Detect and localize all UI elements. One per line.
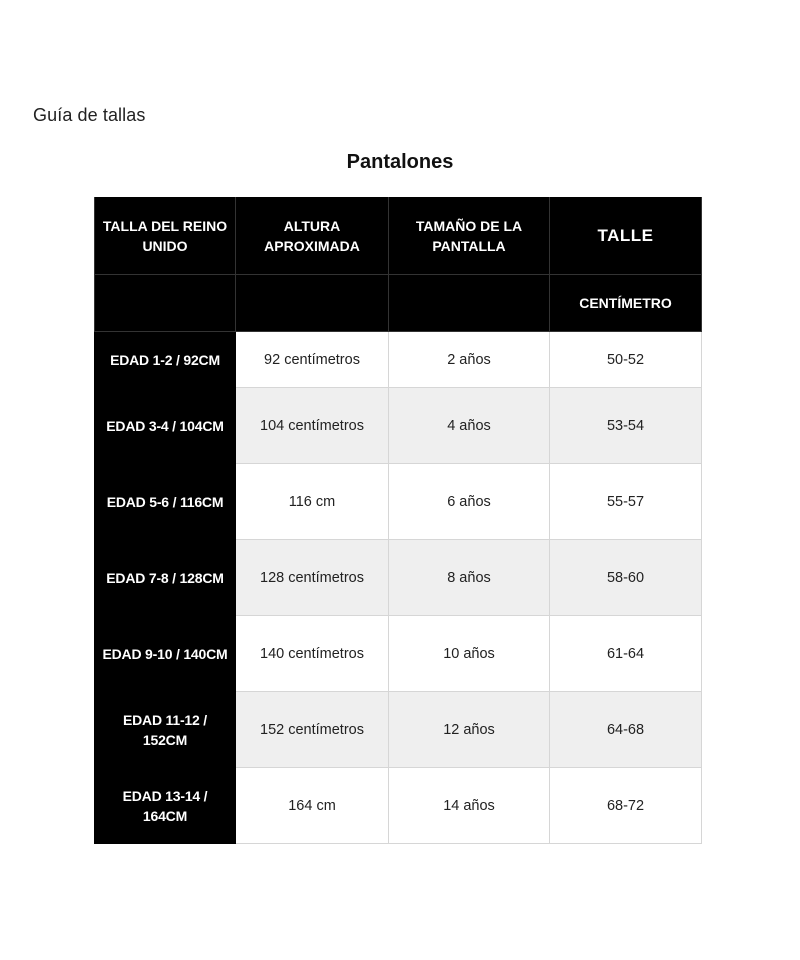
row-header-size: EDAD 9-10 / 140CM [95, 616, 236, 692]
subheader-empty [95, 275, 236, 332]
row-header-size: EDAD 5-6 / 116CM [95, 464, 236, 540]
cell-age: 12 años [389, 692, 550, 768]
table-row [95, 332, 702, 388]
column-header-screen-size: TAMAÑO DE LA PANTALLA [389, 197, 550, 275]
cell-waist: 61-64 [550, 616, 702, 692]
cell-height: 140 centímetros [236, 616, 389, 692]
column-header-approx-height: ALTURA APROXIMADA [236, 197, 389, 275]
cell-waist: 53-54 [550, 388, 702, 464]
page-heading: Guía de tallas [33, 105, 146, 125]
row-header-size: EDAD 3-4 / 104CM [95, 388, 236, 464]
cell-age: 14 años [389, 768, 550, 844]
cell-waist: 64-68 [550, 692, 702, 768]
row-header-size: EDAD 13-14 / 164CM [95, 768, 236, 844]
column-header-waist: TALLE [550, 197, 702, 275]
cell-age: 2 años [389, 332, 550, 388]
table-row [95, 464, 702, 540]
cell-height: 128 centímetros [236, 540, 389, 616]
table-row [95, 388, 702, 464]
table-row [95, 540, 702, 616]
row-header-size: EDAD 1-2 / 92CM [95, 332, 236, 388]
cell-age: 6 años [389, 464, 550, 540]
row-header-size: EDAD 7-8 / 128CM [95, 540, 236, 616]
cell-waist: 55-57 [550, 464, 702, 540]
size-chart-table [94, 197, 702, 844]
cell-height: 152 centímetros [236, 692, 389, 768]
subheader-empty [236, 275, 389, 332]
table-row [95, 768, 702, 844]
cell-age: 4 años [389, 388, 550, 464]
cell-height: 104 centímetros [236, 388, 389, 464]
cell-height: 164 cm [236, 768, 389, 844]
subheader-unit: CENTÍMETRO [550, 275, 702, 332]
cell-waist: 58-60 [550, 540, 702, 616]
cell-height: 92 centímetros [236, 332, 389, 388]
table-row [95, 616, 702, 692]
cell-waist: 50-52 [550, 332, 702, 388]
subheader-empty [389, 275, 550, 332]
column-header-uk-size: TALLA DEL REINO UNIDO [95, 197, 236, 275]
table-row [95, 692, 702, 768]
header-row [95, 197, 702, 275]
table-title: Pantalones [346, 151, 454, 173]
subheader-row [95, 275, 702, 332]
row-header-size: EDAD 11-12 / 152CM [95, 692, 236, 768]
cell-waist: 68-72 [550, 768, 702, 844]
cell-height: 116 cm [236, 464, 389, 540]
cell-age: 10 años [389, 616, 550, 692]
cell-age: 8 años [389, 540, 550, 616]
